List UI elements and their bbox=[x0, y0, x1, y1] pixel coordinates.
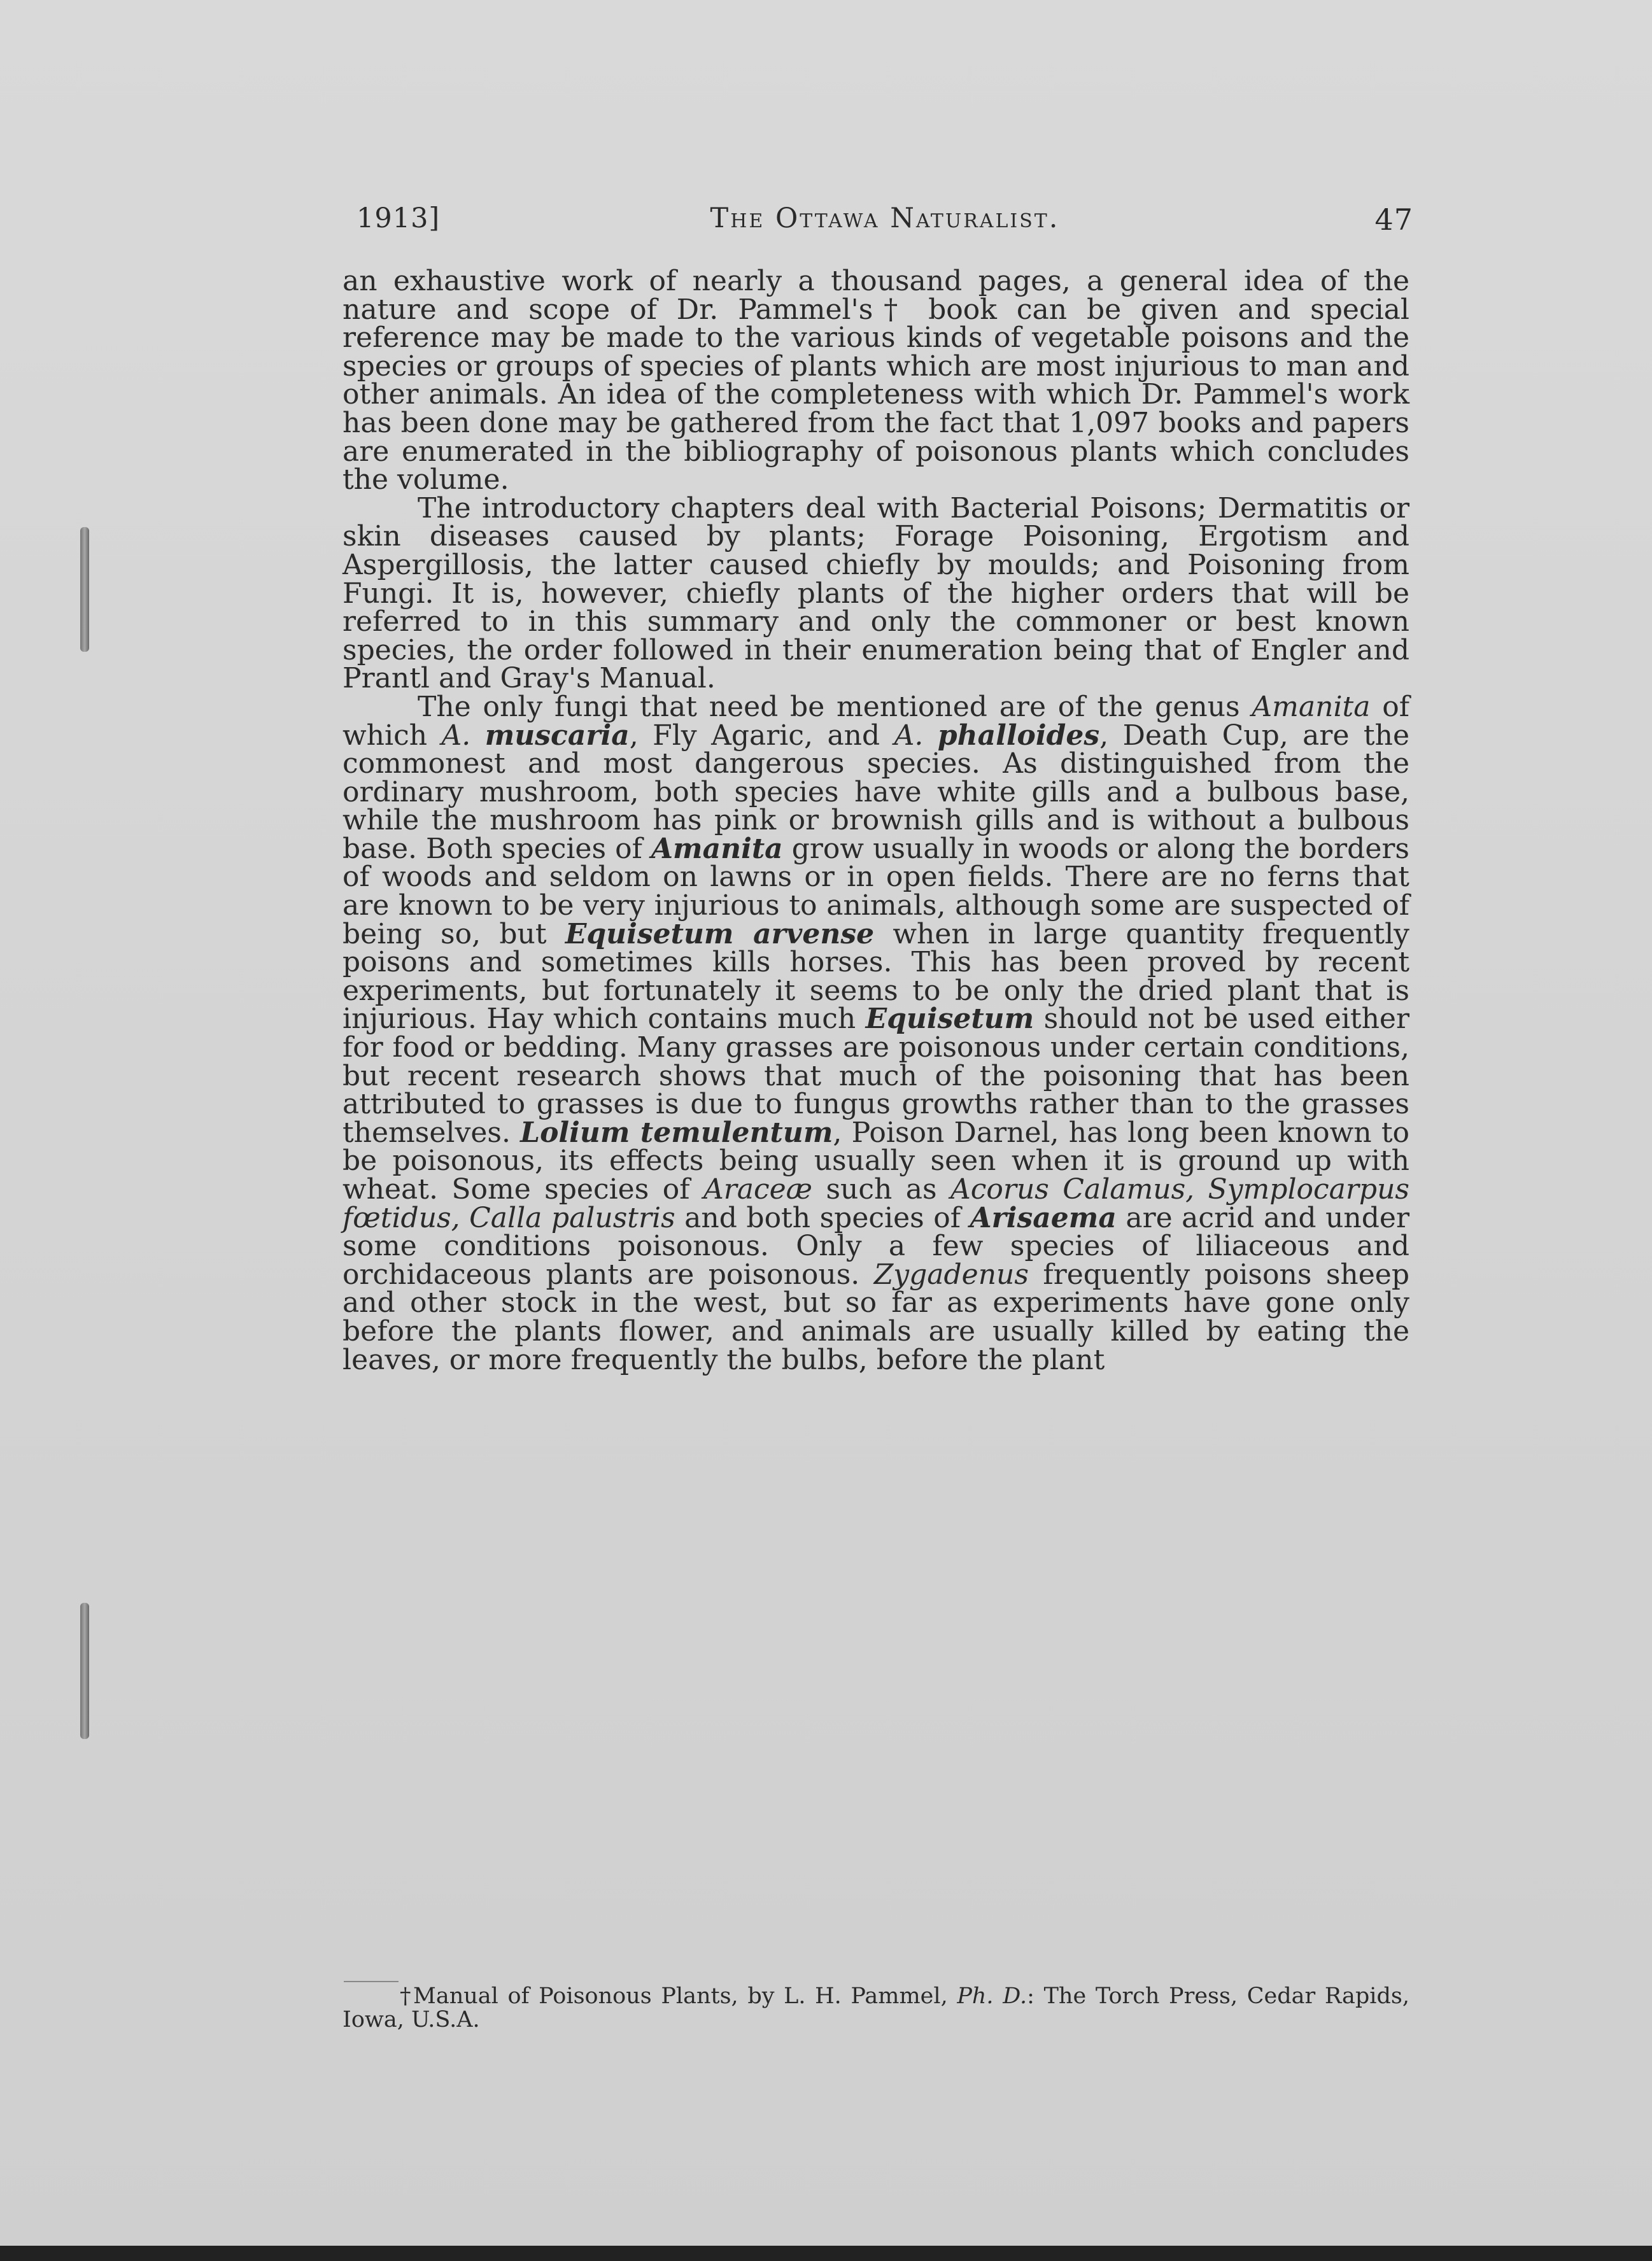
paragraph bbox=[342, 267, 1409, 495]
text-run: are acrid and under some conditions poisonous. Only a few species of liliaceous and orchidaceous plants are poisonous. bbox=[342, 1201, 1409, 1291]
text-run: and both species of bbox=[675, 1201, 970, 1234]
italic-bold-run: Arisaema bbox=[970, 1201, 1117, 1234]
italic-bold-run: Amanita bbox=[651, 832, 783, 865]
italic-run: A. bbox=[894, 719, 938, 752]
text-run: when in large quantity frequently poisons and sometimes kills horses. This has been proved by recent experiments, but fortunately it seems to be only the dried plant that is injurious. Hay which contains much bbox=[342, 917, 1410, 1036]
text-run: should not be used either for food or bedding. Many grasses are poisonous under certain conditions, but recent research shows that much of the poisoning that has been attributed to grasses is due to fungus growths rather than to the grasses themselves. bbox=[342, 1003, 1409, 1149]
page-bottom-edge bbox=[0, 2246, 1652, 2261]
italic-run: A. bbox=[441, 719, 485, 752]
italic-run: Amanita bbox=[1252, 690, 1371, 723]
italic-bold-run: phalloides bbox=[937, 719, 1100, 752]
text-run: of which bbox=[342, 690, 1409, 752]
paragraph bbox=[342, 690, 1410, 1376]
italic-bold-run: Lolium temulentum bbox=[520, 1116, 833, 1149]
text-run: , Death Cup, are the commonest and most dangerous species. As distinguished from the ordinary mushroom, both species have white gills and a bulbous base, while the mushroom has pink or brownish gills and is without a bulbous base. Both species of bbox=[342, 719, 1409, 865]
italic-run: Ph. D. bbox=[957, 1983, 1027, 2009]
text-run: : The Torch Press, Cedar Rapids, Iowa, U.S.A. bbox=[342, 1983, 1409, 2032]
text-run: frequently poisons sheep and other stock in the west, but so far as experiments have gone only before the plants flower, and animals are usually killed by eating the leaves, or more frequently the bulbs, before the plant bbox=[342, 1258, 1409, 1376]
page-number: 47 bbox=[1374, 202, 1413, 237]
binding-mark-upper bbox=[80, 527, 89, 652]
binding-mark-lower bbox=[80, 1603, 89, 1739]
italic-run: Acorus Calamus, Symplocarpus fœtidus, Calla palustris bbox=[342, 1173, 1409, 1234]
italic-run: Araceæ bbox=[703, 1173, 813, 1206]
paragraph bbox=[342, 491, 1409, 695]
italic-run: Zygadenus bbox=[873, 1258, 1029, 1291]
header-year: 1913] bbox=[357, 202, 441, 234]
footnote bbox=[342, 1985, 1409, 2032]
text-run: The introductory chapters deal with Bacterial Poisons; Dermatitis or skin diseases caused by plants; Forage Poisoning, Ergotism and Aspergillosis, the latter caused chiefly by moulds; and Poisoning from Fungi. It is, however, chiefly plants of the higher orders that will be referred to in this summary and only the commoner or best known species, the order followed in their enumeration being that of Engler and Prantl and Gray's Manual. bbox=[342, 491, 1409, 695]
italic-bold-run: Equisetum bbox=[865, 1003, 1034, 1036]
text-run: The only fungi that need be mentioned are of the genus bbox=[418, 690, 1252, 723]
text-run: grow usually in woods or along the borders of woods and seldom on lawns or in open fields. There are no ferns that are known to be very injurious to animals, although some are suspected of being so, but bbox=[342, 832, 1410, 950]
body-text bbox=[342, 267, 1409, 1374]
italic-bold-run: muscaria bbox=[484, 719, 630, 752]
text-run: , Fly Agaric, and bbox=[629, 719, 894, 752]
running-header bbox=[357, 202, 1413, 241]
text-run: such as bbox=[812, 1173, 951, 1206]
italic-bold-run: Equisetum arvense bbox=[565, 917, 875, 950]
text-run: , Poison Darnel, has long been known to be poisonous, its effects being usually seen when it is ground up with wheat. Some species of bbox=[342, 1116, 1410, 1206]
journal-title: The Ottawa Naturalist. bbox=[710, 202, 1060, 234]
text-run: †Manual of Poisonous Plants, by L. H. Pammel, bbox=[400, 1983, 957, 2009]
text-run: an exhaustive work of nearly a thousand pages, a general idea of the nature and scope of Dr. Pammel's† book can be given and special reference may be made to the various kinds of vegetable poisons and the species or groups of species of plants which are most injurious to man and other animals. An idea of the completeness with which Dr. Pammel's work has been done may be gathered from the fact that 1,097 books and papers are enumerated in the bibliography of poisonous plants which concludes the volume. bbox=[342, 265, 1409, 497]
footnote-rule bbox=[344, 1981, 399, 1982]
